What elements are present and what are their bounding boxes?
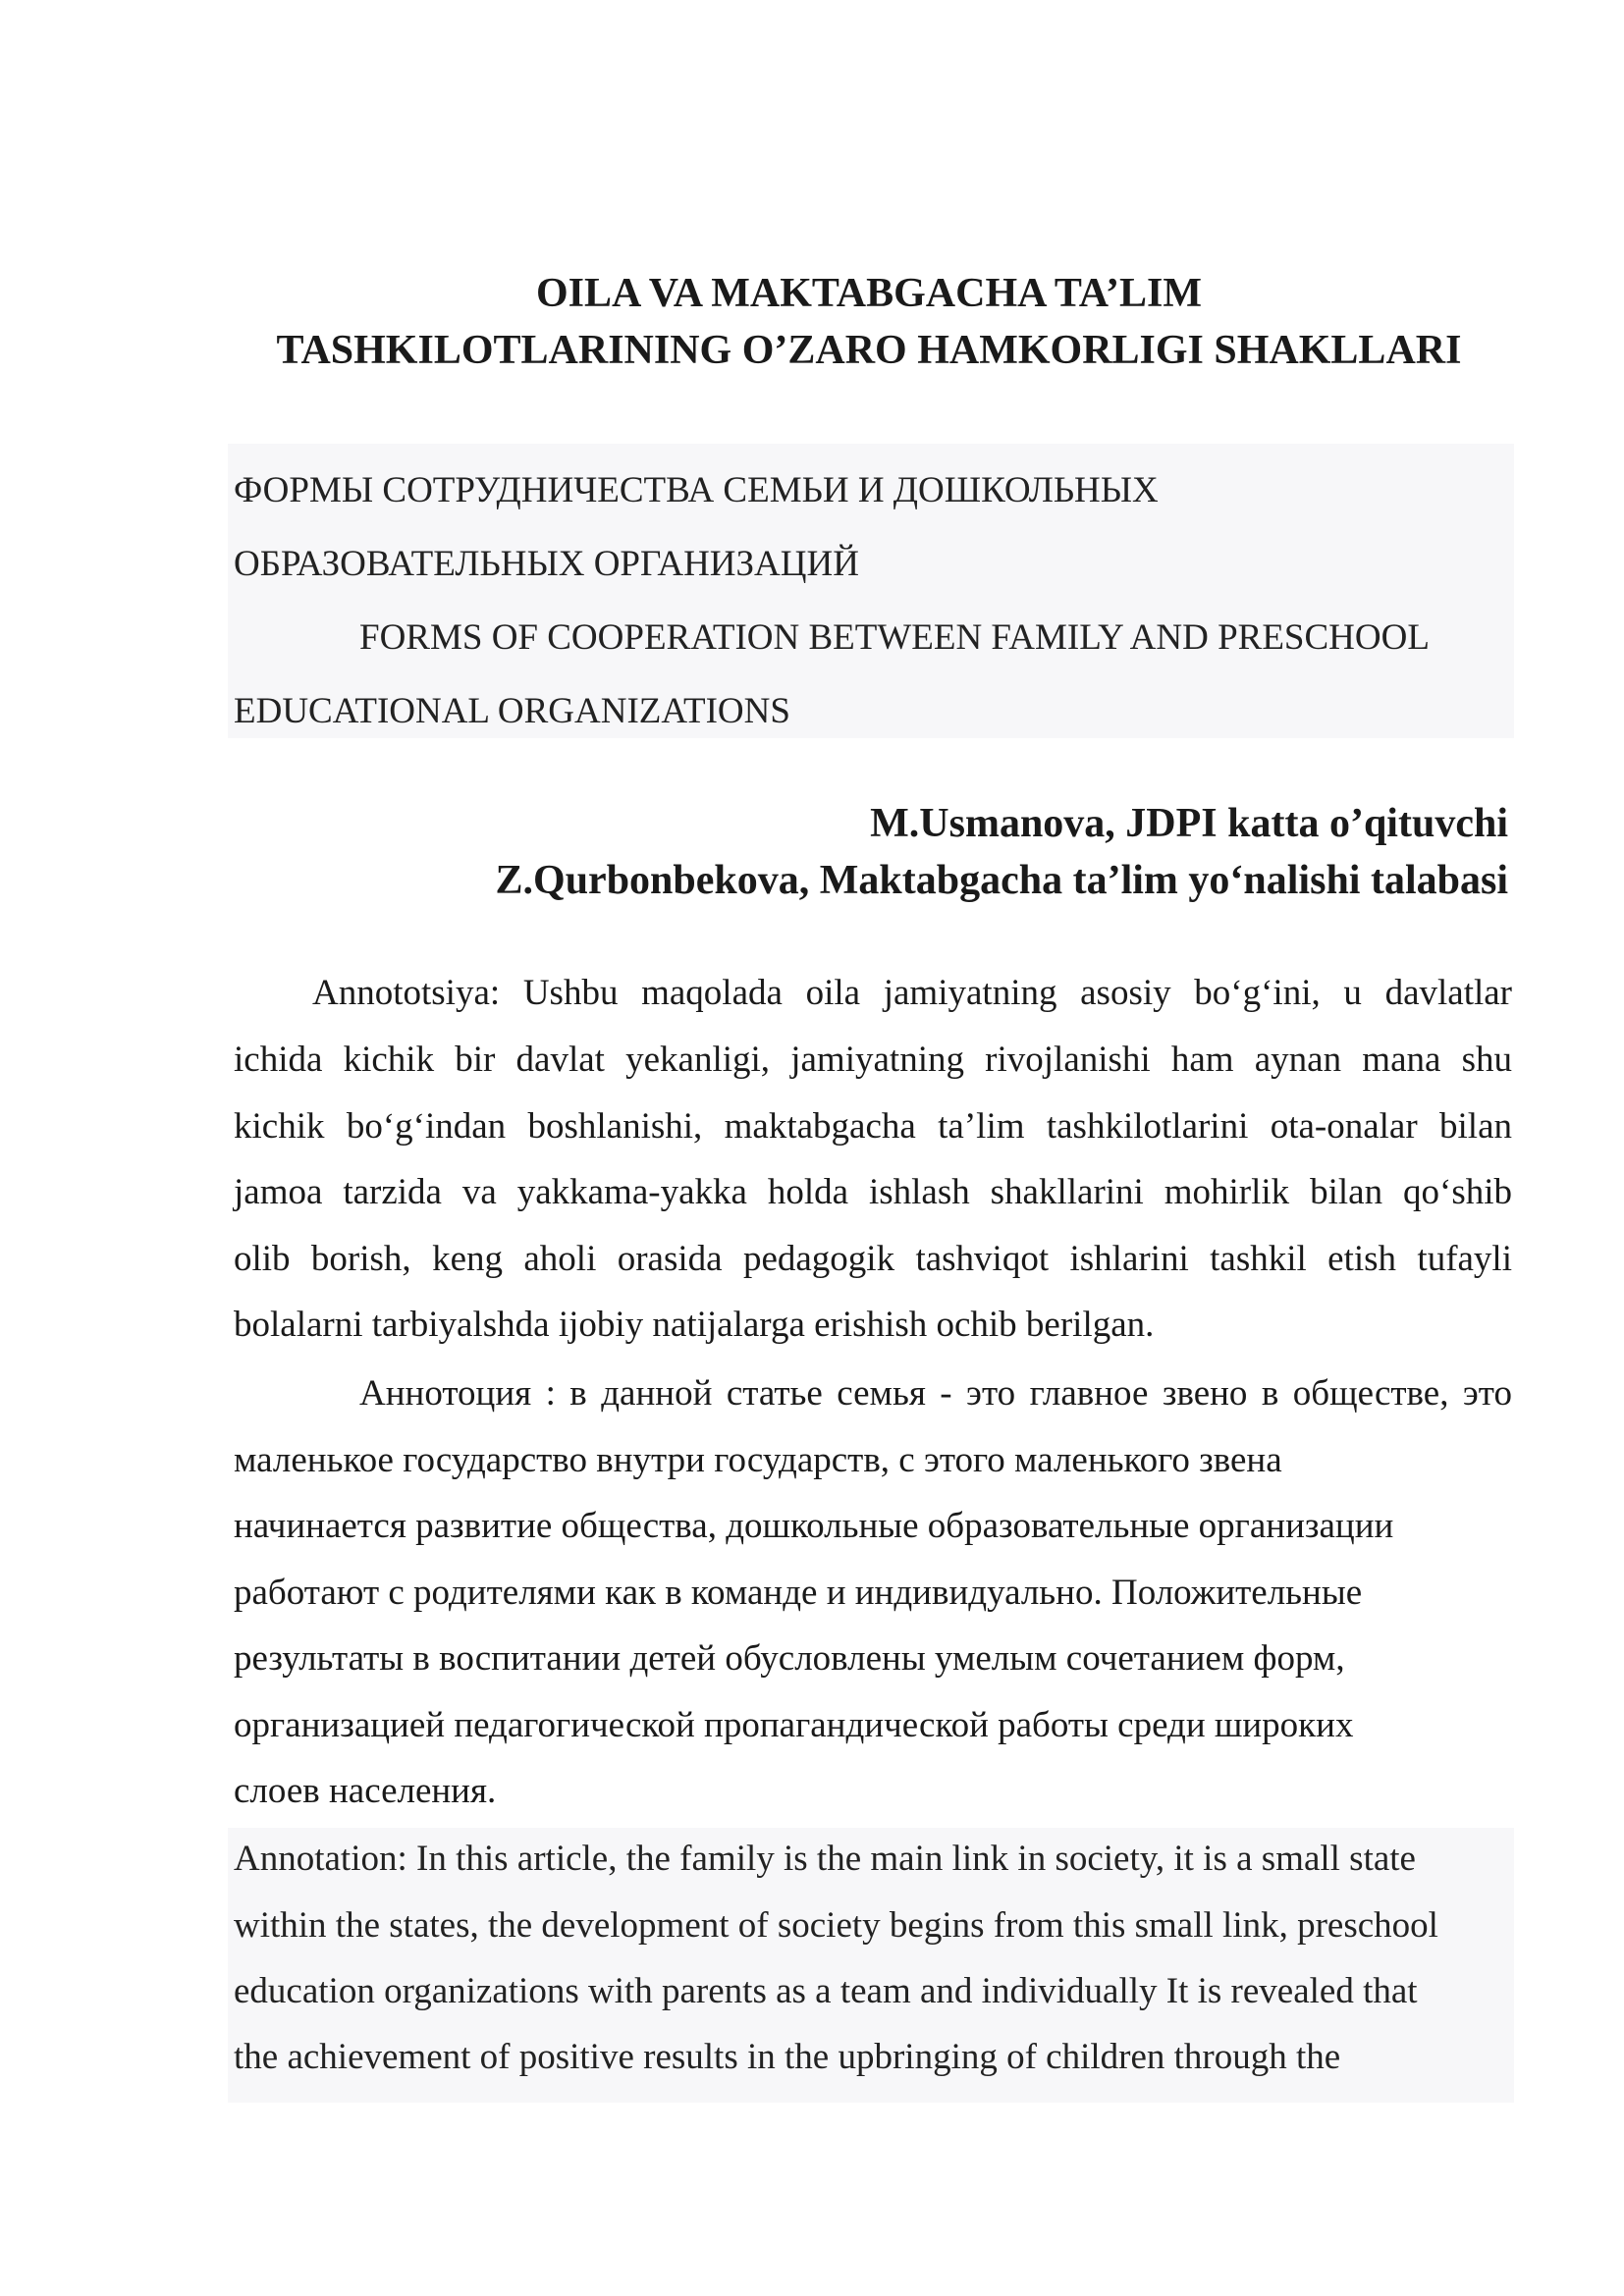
abstract-uz-line: bolalarni tarbiyalshda ijobiy natijalarga erishish ochib berilgan. [234,1305,1155,1345]
abstract-en-line: Annotation: In this article, the family is the main link in society, it is a small state [234,1839,1416,1879]
abstract-ru-line: слоев населения. [234,1771,497,1811]
abstract-uz-line: jamoa tarzida va yakkama-yakka holda ishlash shakllarini mohirlik bilan qo‘shib [234,1172,1512,1212]
article-title-uzbek [196,265,1542,379]
author-1: M.Usmanova, JDPI katta o’qituvchi [870,801,1508,846]
translated-titles-block [228,444,1514,738]
abstract-en-line: education organizations with parents as a team and individually It is revealed that [234,1971,1418,2011]
title-ru-line-2: ОБРАЗОВАТЕЛЬНЫХ ОРГАНИЗАЦИЙ [234,544,859,584]
title-uz-line-2: TASHKILOTLARINING O’ZARO HAMKORLIGI SHAKLLARI [276,328,1462,373]
title-en-line-2: EDUCATIONAL ORGANIZATIONS [234,691,790,731]
abstract-russian [234,1372,1512,1824]
abstract-uz-line: kichik bo‘g‘indan boshlanishi, maktabgacha ta’lim tashkilotlarini ota-onalar bilan [234,1106,1512,1147]
abstract-english [228,1828,1514,2103]
title-ru-line-1: ФОРМЫ СОТРУДНИЧЕСТВА СЕМЬИ И ДОШКОЛЬНЫХ [234,470,1159,510]
title-en-line-1: FORMS OF COOPERATION BETWEEN FAMILY AND PRESCHOOL [359,617,1430,658]
abstract-uz-line: olib borish, keng aholi orasida pedagogik tashviqot ishlarini tashkil etish tufayli [234,1239,1512,1279]
title-uz-line-1: OILA VA MAKTABGACHA TA’LIM [536,271,1202,316]
abstract-ru-line: начинается развитие общества, дошкольные образовательные организации [234,1506,1394,1546]
abstract-ru-line: работают с родителями как в команде и индивидуально. Положительные [234,1573,1363,1613]
abstract-uz-line: Annototsiya: Ushbu maqolada oila jamiyatning asosiy bo‘g‘ini, u davlatlar [312,973,1512,1013]
authors-block [496,795,1508,909]
abstract-en-line: within the states, the development of society begins from this small link, preschool [234,1905,1438,1946]
abstract-ru-line: Аннотоция : в данной статье семья - это главное звено в обществе, это [359,1373,1512,1414]
abstract-ru-line: маленькое государство внутри государств, с этого маленького звена [234,1440,1282,1480]
abstract-uz-line: ichida kichik bir davlat yekanligi, jamiyatning rivojlanishi ham aynan mana shu [234,1040,1512,1080]
abstract-uzbek [234,972,1512,1364]
abstract-en-line: the achievement of positive results in the upbringing of children through the [234,2037,1341,2077]
abstract-ru-line: результаты в воспитании детей обусловлены умелым сочетанием форм, [234,1638,1345,1679]
abstract-ru-line: организацией педагогической пропагандической работы среди широких [234,1705,1354,1745]
author-2: Z.Qurbonbekova, Maktabgacha ta’lim yo‘nalishi talabasi [495,858,1508,903]
